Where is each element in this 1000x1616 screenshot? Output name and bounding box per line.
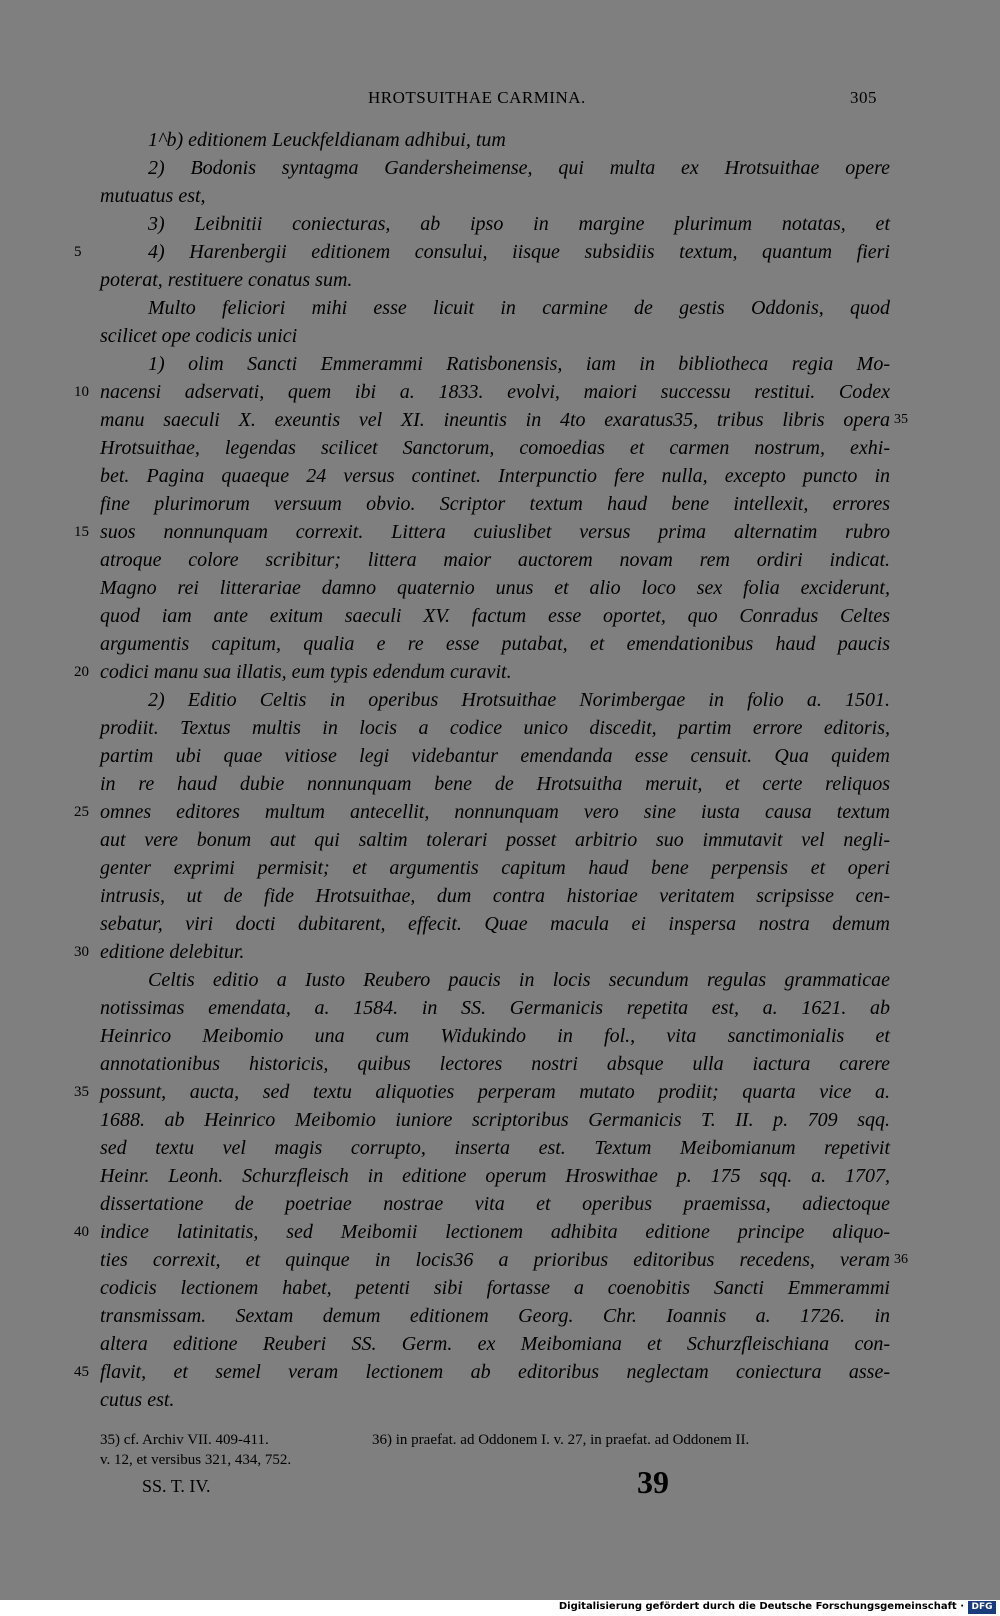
text-line: 2) Editio Celtis in operibus Hrotsuithae Norimbergae in folio a. 1501. bbox=[148, 689, 890, 711]
text-line: transmissam. Sextam demum editionem Georg. Chr. Ioannis a. 1726. in bbox=[100, 1305, 890, 1327]
footnote-marker: 35 bbox=[894, 412, 908, 427]
signature-mark: SS. T. IV. bbox=[142, 1476, 211, 1496]
page-number: 305 bbox=[850, 88, 877, 107]
line-number: 40 bbox=[74, 1224, 89, 1240]
text-line: 1^b) editionem Leuckfeldianam adhibui, tum bbox=[148, 129, 506, 151]
text-line: annotationibus historicis, quibus lectores nostri absque ulla iactura carere bbox=[100, 1053, 890, 1075]
text-line: notissimas emendata, a. 1584. in SS. Germanicis repetita est, a. 1621. ab bbox=[100, 997, 890, 1019]
text-line: codicis lectionem habet, petenti sibi fortasse a coenobitis Sancti Emmerammi bbox=[100, 1277, 890, 1299]
text-line: manu saeculi X. exeuntis vel XI. ineuntis in 4to exaratus35, tribus libris opera bbox=[100, 409, 890, 431]
text-line: quod iam ante exitum saeculi XV. factum esse oportet, quo Conradus Celtes bbox=[100, 605, 890, 627]
line-number: 30 bbox=[74, 944, 89, 960]
text-line: sed textu vel magis corrupto, inserta est. Textum Meibomianum repetivit bbox=[100, 1137, 890, 1159]
text-line: Hrotsuithae, legendas scilicet Sanctorum, comoedias et carmen nostrum, exhi- bbox=[100, 437, 890, 459]
text-line: Heinr. Leonh. Schurzfleisch in editione operum Hroswithae p. 175 sqq. a. 1707, bbox=[100, 1165, 890, 1187]
line-number: 20 bbox=[74, 664, 89, 680]
text-line: Heinrico Meibomio una cum Widukindo in fol., vita sanctimonialis et bbox=[100, 1025, 890, 1047]
text-line: argumentis capitum, qualia e re esse putabat, et emendationibus haud paucis bbox=[100, 633, 890, 655]
text-line: Multo feliciori mihi esse licuit in carmine de gestis Oddonis, quod bbox=[148, 297, 890, 319]
text-line: scilicet ope codicis unici bbox=[100, 325, 298, 347]
text-line: mutuatus est, bbox=[100, 185, 206, 207]
text-line: poterat, restituere conatus sum. bbox=[100, 269, 353, 291]
line-number: 35 bbox=[74, 1084, 89, 1100]
line-number: 10 bbox=[74, 384, 89, 400]
text-line: codici manu sua illatis, eum typis edendum curavit. bbox=[100, 661, 512, 683]
footnote-35: 35) cf. Archiv VII. 409-411. bbox=[100, 1432, 269, 1448]
text-line: 1688. ab Heinrico Meibomio iuniore scriptoribus Germanicis T. II. p. 709 sqq. bbox=[100, 1109, 890, 1131]
text-line: editione delebitur. bbox=[100, 941, 245, 963]
text-line: sebatur, viri docti dubitarent, effecit. Quae macula ei inspersa nostra demum bbox=[100, 913, 890, 935]
text-line: prodiit. Textus multis in locis a codice unico discedit, partim errore editoris, bbox=[100, 717, 890, 739]
text-line: 1) olim Sancti Emmerammi Ratisbonensis, iam in bibliotheca regia Mo- bbox=[148, 353, 890, 375]
text-line: possunt, aucta, sed textu aliquoties perperam mutato prodiit; quarta vice a. bbox=[100, 1081, 890, 1103]
text-line: aut vere bonum aut qui saltim tolerari posset arbitrio suo immutavit vel negli- bbox=[100, 829, 890, 851]
text-line: 3) Leibnitii coniecturas, ab ipso in margine plurimum notatas, et bbox=[148, 213, 890, 235]
running-title: HROTSUITHAE CARMINA. bbox=[368, 88, 586, 107]
text-line: Celtis editio a Iusto Reubero paucis in locis secundum regulas grammaticae bbox=[148, 969, 890, 991]
text-line: omnes editores multum antecellit, nonnunquam vero sine iusta causa textum bbox=[100, 801, 890, 823]
text-line: altera editione Reuberi SS. Germ. ex Meibomiana et Schurzfleischiana con- bbox=[100, 1333, 890, 1355]
text-line: Magno rei litterariae damno quaternio unus et alio loco sex folia exciderunt, bbox=[100, 577, 890, 599]
text-line: intrusis, ut de fide Hrotsuithae, dum contra historiae veritatem scripsisse cen- bbox=[100, 885, 890, 907]
text-line: dissertatione de poetriae nostrae vita et operibus praemissa, adiectoque bbox=[100, 1193, 890, 1215]
line-number: 25 bbox=[74, 804, 89, 820]
text-line: in re haud dubie nonnunquam bene de Hrotsuitha meruit, et certe reliquos bbox=[100, 773, 890, 795]
text-line: atroque colore scribitur; littera maior auctorem novam rem ordiri indicat. bbox=[100, 549, 890, 571]
text-line: genter exprimi permisit; et argumentis capitum haud bene perpensis et operi bbox=[100, 857, 890, 879]
dfg-logo-icon: DFG bbox=[968, 1601, 996, 1614]
text-line: partim ubi quae vitiose legi videbantur emendanda esse censuit. Qua quidem bbox=[100, 745, 890, 767]
text-line: indice latinitatis, sed Meibomii lectionem adhibita editione principe aliquo- bbox=[100, 1221, 890, 1243]
text-line: suos nonnunquam correxit. Littera cuiuslibet versus prima alternatim rubro bbox=[100, 521, 890, 543]
footnote-marker: 36 bbox=[894, 1252, 908, 1267]
footnote-36: 36) in praefat. ad Oddonem I. v. 27, in praefat. ad Oddonem II. bbox=[372, 1432, 750, 1448]
funding-notice: Digitalisierung gefördert durch die Deutsche Forschungsgemeinschaft · bbox=[558, 1601, 964, 1612]
text-line: flavit, et semel veram lectionem ab editoribus neglectam coniectura asse- bbox=[100, 1361, 890, 1383]
text-line: bet. Pagina quaeque 24 versus continet. Interpunctio fere nulla, excepto puncto in bbox=[100, 465, 890, 487]
text-line: fine plurimorum versuum obvio. Scriptor textum haud bene intellexit, errores bbox=[100, 493, 890, 515]
line-number: 45 bbox=[74, 1364, 89, 1380]
text-line: nacensi adservati, quem ibi a. 1833. evolvi, maiori successu restitui. Codex bbox=[100, 381, 890, 403]
running-header bbox=[0, 88, 1000, 112]
text-line: cutus est. bbox=[100, 1389, 175, 1411]
footnote-35-continued: v. 12, et versibus 321, 434, 752. bbox=[100, 1452, 292, 1468]
signature-number: 39 bbox=[637, 1464, 669, 1500]
text-line: ties correxit, et quinque in locis36 a prioribus editoribus recedens, veram bbox=[100, 1249, 890, 1271]
text-line: 2) Bodonis syntagma Gandersheimense, qui multa ex Hrotsuithae opere bbox=[148, 157, 890, 179]
text-line: 4) Harenbergii editionem consului, iisque subsidiis textum, quantum fieri bbox=[148, 241, 890, 263]
line-number: 15 bbox=[74, 524, 89, 540]
line-number: 5 bbox=[74, 244, 82, 260]
